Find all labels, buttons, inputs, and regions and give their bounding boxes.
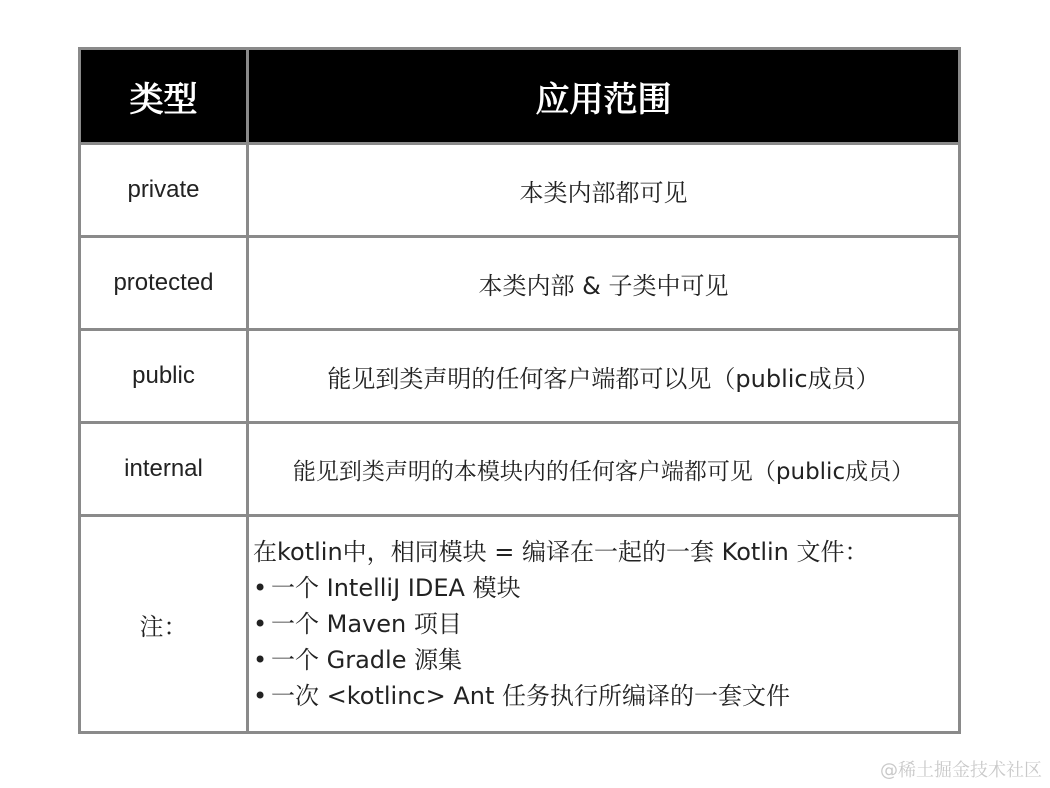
bullet-icon: • [253,646,268,674]
note-label: 注： [80,516,248,733]
note-item-text: 一个 Gradle 源集 [271,646,463,674]
scope-cell-public: 能见到类声明的任何客户端都可以见（public成员） [248,330,960,423]
header-scope: 应用范围 [248,49,960,144]
scope-cell-protected: 本类内部 & 子类中可见 [248,237,960,330]
note-bullet-item [253,606,954,642]
table-row [80,330,960,423]
note-row [80,516,960,733]
note-bullet-item [253,678,954,714]
table-row [80,144,960,237]
scope-cell-private: 本类内部都可见 [248,144,960,237]
watermark: @稀土掘金技术社区 [880,760,1042,781]
table-row [80,237,960,330]
note-item-text: 一次 <kotlinc> Ant 任务执行所编译的一套文件 [271,682,791,710]
note-content [248,516,960,733]
bullet-icon: • [253,610,268,638]
note-item-text: 一个 Maven 项目 [271,610,462,638]
bullet-icon: • [253,682,268,710]
access-modifier-table [78,47,961,734]
header-row [80,49,960,144]
scope-cell-internal: 能见到类声明的本模块内的任何客户端都可见（public成员） [248,423,960,516]
type-cell-internal: internal [80,423,248,516]
type-cell-protected: protected [80,237,248,330]
access-modifier-table-container [78,47,958,734]
note-item-text: 一个 IntelliJ IDEA 模块 [271,574,521,602]
table-row [80,423,960,516]
type-cell-private: private [80,144,248,237]
type-cell-public: public [80,330,248,423]
bullet-icon: • [253,574,268,602]
header-type: 类型 [80,49,248,144]
note-bullet-item [253,570,954,606]
note-intro: 在kotlin中，相同模块 = 编译在一起的一套 Kotlin 文件： [253,538,869,566]
note-bullet-item [253,642,954,678]
